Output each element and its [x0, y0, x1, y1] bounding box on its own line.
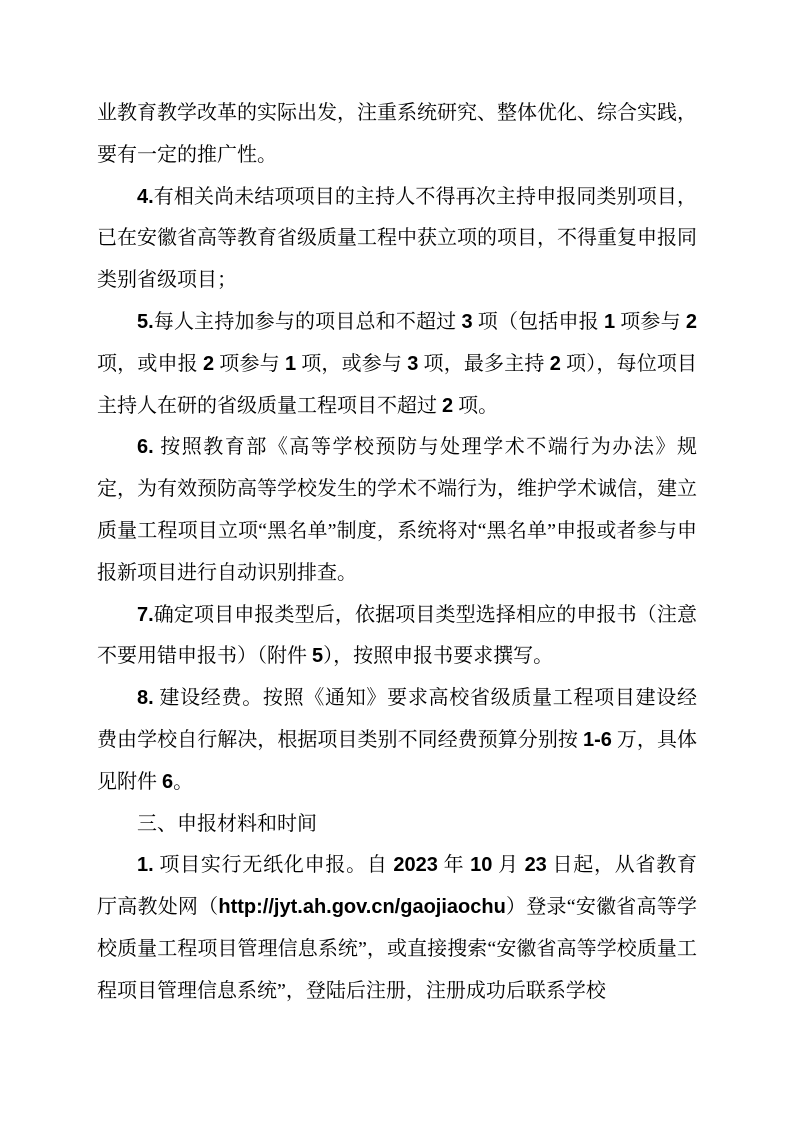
text-run: 项（包括申报: [472, 310, 604, 333]
number-value: 3: [461, 310, 473, 333]
section-heading: [97, 804, 697, 846]
paragraph-item-6: [97, 427, 697, 594]
paragraph-item-8: [97, 678, 697, 803]
text-run: 日起，从省教育厅高教处网（: [97, 854, 698, 919]
text-run: 有相关尚未结项项目的主持人不得再次主持申报同类别项目，已在安徽省高等教育省级质量工程中获立项的项目，不得重复申报同类别省级项目；: [97, 185, 697, 292]
item-number: 4.: [137, 185, 154, 208]
number-value: 3: [407, 352, 419, 375]
number-value: 1-6: [582, 728, 612, 751]
item-number: 7.: [137, 603, 154, 626]
text-run: ），按照申报书要求撰写。: [323, 645, 554, 668]
text-run: 。: [173, 770, 194, 793]
text-run: 项。: [453, 394, 499, 417]
text-run: 项参与: [214, 352, 285, 375]
number-value: 1: [284, 352, 297, 375]
item-number: 1.: [137, 854, 154, 877]
paragraph-item-5: [97, 302, 697, 427]
paragraph-continuation: [97, 93, 697, 177]
text-run: 年: [437, 854, 471, 877]
heading-text: 三、申报材料和时间: [137, 812, 317, 835]
paragraph-item-4: [97, 177, 697, 302]
number-value: 5: [312, 645, 324, 668]
item-number: 6.: [137, 436, 154, 459]
text-run: 项，或申报: [97, 352, 203, 375]
number-value: 2: [549, 352, 561, 375]
text-run: 确定项目申报类型后，依据项目类型选择相应的申报书（注意不要用错申报书）（附件: [97, 603, 697, 668]
text-run: ）登录“安徽省高等学校质量工程项目管理信息系统”，或直接搜索“安徽省高等学校质量工程项目管理信息系统”，登陆后注册，注册成功后联系学校: [97, 896, 697, 1002]
number-value: 2023: [393, 854, 438, 877]
text-run: 月: [492, 854, 525, 877]
document-body: [97, 93, 697, 1013]
number-value: 23: [524, 854, 547, 877]
text-run: 建设经费。按照《通知》要求高校省级质量工程项目建设经费由学校自行解决，根据项目类别不同经费预算分别按: [97, 687, 697, 751]
number-value: 2: [203, 352, 215, 375]
number-value: 2: [442, 394, 454, 417]
text-run: 项，或参与: [296, 352, 408, 375]
text-run: 按照教育部《高等学校预防与处理学术不端行为办法》规定，为有效预防高等学校发生的学术不端行为，维护学术诚信，建立质量工程项目立项“黑名单”制度，系统将对“黑名单”申报或者参与申报新项目进行自动识别排查。: [97, 436, 697, 584]
number-value: 2: [685, 310, 698, 333]
url-text: http://jyt.ah.gov.cn/gaojiaochu: [218, 896, 506, 919]
text-run: 项，最多主持: [418, 352, 550, 375]
number-value: 1: [603, 310, 616, 333]
text-run: 项），每位项目主持人在研的省级质量工程项目不超过: [97, 352, 698, 417]
item-number: 5.: [137, 310, 154, 333]
paragraph-item-7: [97, 595, 697, 679]
text-run: 项参与: [615, 310, 686, 333]
text-run: 万，具体见附件: [97, 728, 698, 793]
number-value: 6: [162, 770, 174, 793]
number-value: 10: [470, 854, 493, 877]
text-run: 项目实行无纸化申报。自: [153, 854, 394, 877]
item-number: 8.: [137, 687, 154, 710]
paragraph-item-1: [97, 845, 697, 1012]
text-run: 业教育教学改革的实际出发，注重系统研究、整体优化、综合实践，要有一定的推广性。: [97, 102, 697, 166]
text-run: 每人主持加参与的项目总和不超过: [153, 310, 462, 333]
